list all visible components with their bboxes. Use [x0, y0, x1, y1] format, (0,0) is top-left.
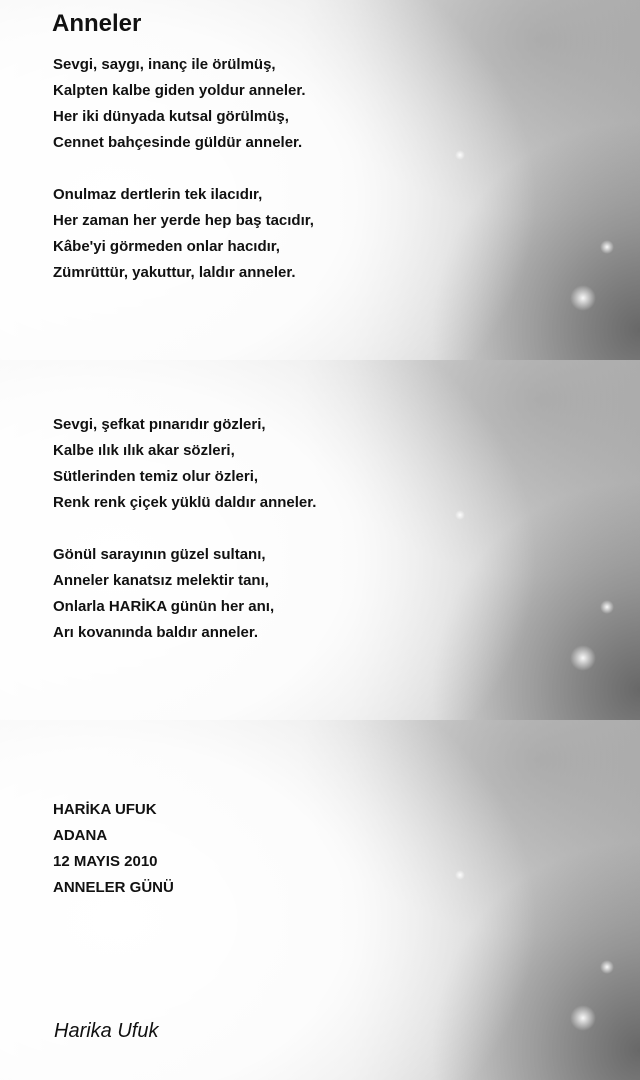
stanza-3 [53, 412, 316, 516]
light-sparkle [455, 150, 465, 160]
stanza-1 [53, 52, 306, 156]
poem-line: Kalbe ılık ılık akar sözleri, [53, 442, 235, 459]
location: ADANA [53, 827, 108, 844]
poem-line: Anneler kanatsız melektir tanı, [53, 572, 269, 589]
poem-panel-1 [0, 0, 640, 360]
poem-line: Her iki dünyada kutsal görülmüş, [53, 108, 289, 125]
light-sparkle [600, 240, 614, 254]
poem-line: Kâbe'yi görmeden onlar hacıdır, [53, 238, 280, 255]
poem-line: Onlarla HARİKA günün her anı, [53, 598, 275, 615]
poem-title: Anneler [52, 10, 142, 37]
light-sparkle [570, 285, 596, 311]
stanza-4 [53, 542, 274, 646]
poem-line: Zümrüttür, yakuttur, laldır anneler. [53, 264, 296, 281]
author-name: HARİKA UFUK [53, 801, 157, 818]
poem-line: Onulmaz dertlerin tek ilacıdır, [53, 186, 263, 203]
poem-line: Her zaman her yerde hep baş tacıdır, [53, 212, 314, 229]
author-info [53, 797, 174, 901]
poem-panel-2 [0, 360, 640, 720]
poem-line: Gönül sarayının güzel sultanı, [53, 546, 266, 563]
poem-line: Renk renk çiçek yüklü daldır anneler. [53, 494, 317, 511]
stanza-2 [53, 182, 314, 286]
light-sparkle [455, 870, 465, 880]
light-sparkle [570, 1005, 596, 1031]
light-sparkle [600, 600, 614, 614]
poem-line: Arı kovanında baldır anneler. [53, 624, 259, 641]
poem-line: Kalpten kalbe giden yoldur anneler. [53, 82, 306, 99]
signature: Harika Ufuk [54, 1020, 159, 1042]
occasion: ANNELER GÜNÜ [53, 879, 174, 896]
poem-line: Sütlerinden temiz olur özleri, [53, 468, 259, 485]
date: 12 MAYIS 2010 [53, 853, 158, 870]
light-sparkle [455, 510, 465, 520]
poem-line: Sevgi, saygı, inanç ile örülmüş, [53, 56, 276, 73]
poem-line: Cennet bahçesinde güldür anneler. [53, 134, 303, 151]
light-sparkle [600, 960, 614, 974]
poem-line: Sevgi, şefkat pınarıdır gözleri, [53, 416, 266, 433]
light-sparkle [570, 645, 596, 671]
poem-panel-3 [0, 720, 640, 1080]
